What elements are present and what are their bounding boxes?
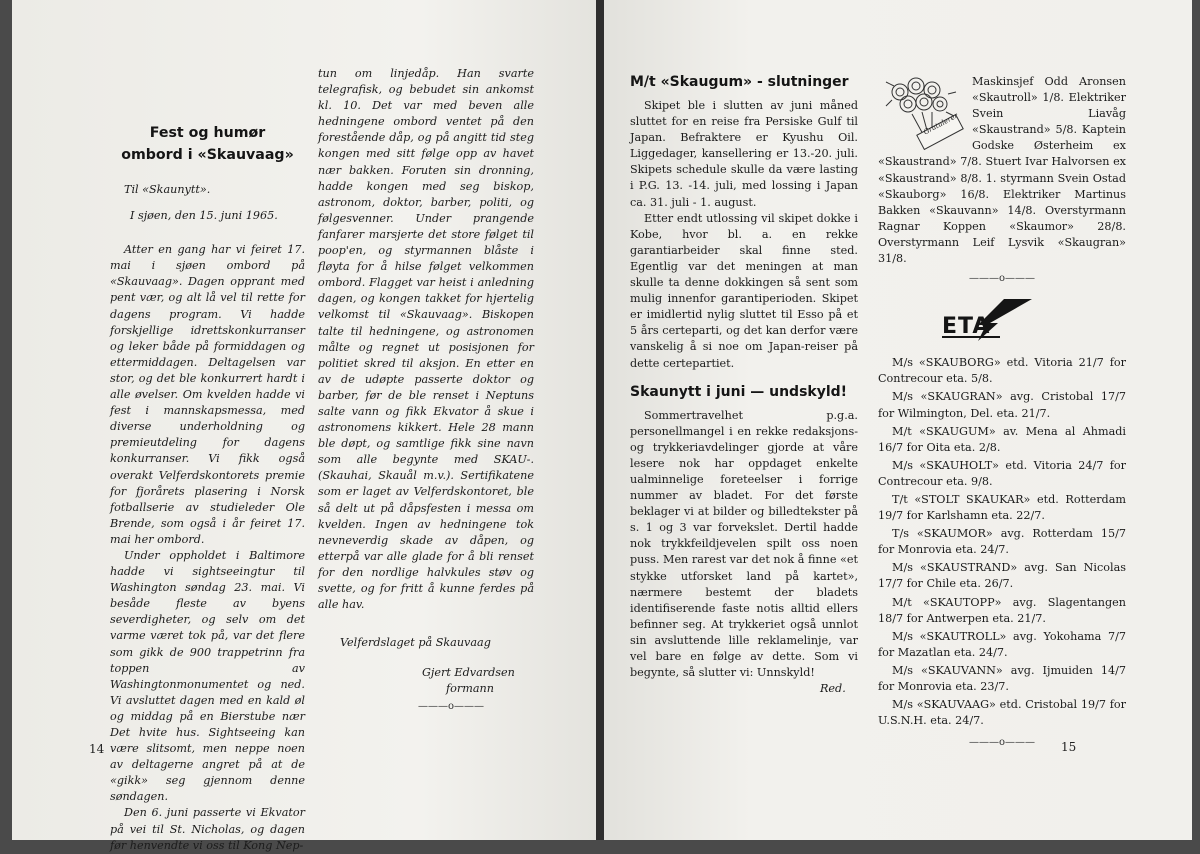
ship-list-item: M/s «SKAUVAAG» etd. Cristobal 19/7 for U.S.N.H. eta. 24/7. [878, 698, 1126, 728]
letter-addressee: Til «Skaunytt». [124, 183, 211, 196]
paragraph: Den 6. juni passerte vi Ekvator på vei til St. Nicholas, og dagen før henvendte vi oss til Kong Nep- [110, 806, 305, 852]
paragraph: Skipet ble i slutten av juni månеd sluttet for en reise fra Persiske Gulf til Japan. Befraktere er Kyushu Oil. Liggedager, kansellering er 13.-20. juli. Skipets schedule skulle da være lasting i P.G. 13. -14. juli, med lossing i Japan ca. 31. juli - 1. august. [630, 99, 858, 209]
left-column-2 [318, 66, 534, 716]
ship-list-item: T/t «STOLT SKAUKAR» etd. Rotterdam 19/7 for Karlshamn eta. 22/7. [878, 492, 1126, 523]
ship-list-item: M/t «SKAUTOPP» avg. Slagentangen 18/7 for Antwerpen eta. 21/7. [878, 595, 1126, 625]
ship-list-item: T/s «SKAUMOR» avg. Rotterdam 15/7 for Monrovia eta. 24/7. [878, 527, 1126, 557]
right-page [604, 0, 1192, 840]
paragraph: tun om linjedåp. Han svarte telegrafisk, og bebudet sin ankomst kl. 10. Det var med beven alle hedningene ombord ventet på den forestående dåp, og på angitt tid steg kongen med sitt følge opp av havet nær bakken. Foruten sin dronning, hadde kongen med seg biskop, astronom, doktor, barber, politi, og følgesvenner. Under prangende fanfarer marsjerte det store følget til poop'en, og styrmannen blåste i fløyta for å hilse følget velkommen ombord. Flagget var heist i anledning dagen, og kongen takket for hjertelig velkomst til «Skauvaag». Biskopen talte til hedningene, og astronomen målte og regnet ut posisjonen for politiet skred til aksjon. En etter en av de udøpte passerte doktor og barber, før de ble renset i Neptuns salte vann og fikk Ekvator å skue i astronomens kikkert. Hele 28 mann ble døpt, og samtlige fikk sine navn som alle begynte med SKAU-. (Skauhai, Skauål m.v.). Sertifikatene som er laget av Velferdskontoret, ble så delt ut på dåpsfesten i messa om kvelden. Ingen av hedningene tok nevneverdig skade av dåpen, og etterpå var alle glade for å bli renset for den nordlige halvkules støv og svette, og for fritt å kunne ferdes på alle hav. [318, 67, 534, 612]
congratulations-text: Maskinsjef Odd Aronsen «Skautroll» 1/8. Elektriker Svein Liavåg «Skaustrand» 5/8. Kaptein Godske Østerheim ex «Skaustrand» 7/8. Stuert Ivar Halvorsen ex «Skaustrand» 8/8. 1. styrmann Svein Ostad «Skauborg» 16/8. Elektriker Martinus Bakken «Skauvann» 14/8. Overstyrmann Ragnar Koppen «Skaumor» 28/8. Overstyrmann Leif Lysvik «Skaugran» 31/8. [878, 75, 1126, 266]
right-column-1 [630, 72, 858, 697]
paragraph: Atter en gang har vi feiret 17. mai i sjøen ombord på «Skauvaag». Dagen opprant med pent vær, og alt lå vel til rette for dagens program. Vi hadde forskjellige idrettskonkurranser og leker både på formiddagen og ettermiddagen. Deltagelsen var stor, og det ble konkurrert hardt i alle øvelser. Om kvelden hadde vi fest i mannskapsmessa, med diverse underholdning og premieutdeling for dagens konkurranser. Vi fikk også overakt Velferdskontorets premie for fjorårets plasering i Norsk fotballserie av studieleder Ole Brende, som også i år feiret 17. mai her ombord. [110, 243, 305, 546]
paragraph: Etter endt utlossing vil skipet dokke i Kobe, hvor bl. a. en rekke garantiarbeider skal finne sted. Egentlig var det meningen at man skulle ta denne dokkingen så sent som mulig innenfor garantiperioden. Skipet er imidlertid nylig sluttet til Esso på et 5 års certeparti, og det kan derfor være vanskelig å si noe om Japan-reiser på dette certepartiet. [630, 211, 858, 370]
page-number: 15 [1061, 740, 1077, 754]
ship-list-item: M/s «SKAUSTRAND» avg. San Nicolas 17/7 for Chile eta. 26/7. [878, 561, 1126, 591]
divider: ———o——— [968, 737, 1036, 749]
letter-dateline: I sjøen, den 15. juni 1965. [130, 209, 278, 223]
page-number: 14 [89, 742, 105, 756]
signoff-organization: Velferdslaget på Skauvaag [340, 636, 491, 650]
divider: ———o——— [968, 273, 1036, 285]
ship-list-item: M/s «SKAUBORG» etd. Vitoria 21/7 for Contrecour eta. 5/8. [878, 356, 1126, 386]
left-column-1 [110, 122, 305, 854]
signoff-role: formann [446, 682, 494, 696]
ship-list-item: M/s «SKAUTROLL» avg. Yokohama 7/7 for Mazatlan eta. 24/7. [878, 629, 1126, 659]
paragraph: Under oppholdet i Baltimore hadde vi sightseeingtur til Washington søndag 23. mai. Vi besåde fleste av byens severdigheter, og selv om det varme været tok på, var det flere som gikk de 900 trappetrinn fra toppen av Washingtonmonumentet og ned. Vi avsluttet dagen med en kald øl og middag på en Bierstube nær Det hvite hus. Sightseeing kan være slitsomt, men neppe noen av deltagerne angret på at de «gikk» seg gjennom denne søndagen. [110, 548, 305, 804]
divider: ———o——— [417, 701, 485, 713]
signoff-name: Gjert Edvardsen [422, 666, 515, 680]
ship-list-item: M/t «SKAUGUM» av. Mena al Ahmadi 16/7 for Oita eta. 2/8. [878, 424, 1126, 454]
ship-list-item: M/s «SKAUGRAN» avg. Cristobal 17/7 for Wilmington, Del. eta. 21/7. [878, 390, 1126, 420]
card-text: Gratulerer [922, 111, 960, 137]
paragraph: Sommertravelhet p.g.a. personellmangel i en rekke redaksjons- og trykkeriavdelinger gjorde at våre lesere nok har oppdaget enkelte ualminnelige foreteelser i forrige nummer av bladet. For det første beklager vi at bilder og billedtekster på s. 1 og 3 var forvekslet. Dertil hadde nok trykkfeildjevelen spilt oss noen puss. Men rarest var det nok å finne «et stykke utforsket land på kartet», nærmere bestemt der bladets identifiserende faste notis alltid ellers befinner seg. At trykkeriet også unnlot sin avsluttende lille reklamelinje, var vel bare en følge av dette. Som vi begynte, så slutter vi: Unnskyld! [630, 408, 858, 680]
article-title-line1: Fest og humør [149, 125, 266, 141]
book-spine [596, 0, 604, 840]
editor-signature: Red. [820, 682, 846, 696]
right-column-2 [878, 74, 1126, 751]
article-title: Skaunytt i juni — undskyld! [630, 383, 848, 400]
left-page [12, 0, 596, 852]
article-title-line2: ombord i «Skauvaag» [121, 147, 294, 163]
eta-logo-text: ETA [942, 314, 991, 340]
article-title: M/t «Skaugum» - slutninger [630, 74, 849, 90]
eta-logo-icon [938, 299, 1032, 341]
ship-list-item: M/s «SKAUHOLT» etd. Vitoria 24/7 for Contrecour eta. 9/8. [878, 458, 1126, 488]
ship-list [878, 355, 1126, 729]
ship-list-item: M/s «SKAUVANN» avg. Ijmuiden 14/7 for Monrovia eta. 23/7. [878, 663, 1126, 693]
